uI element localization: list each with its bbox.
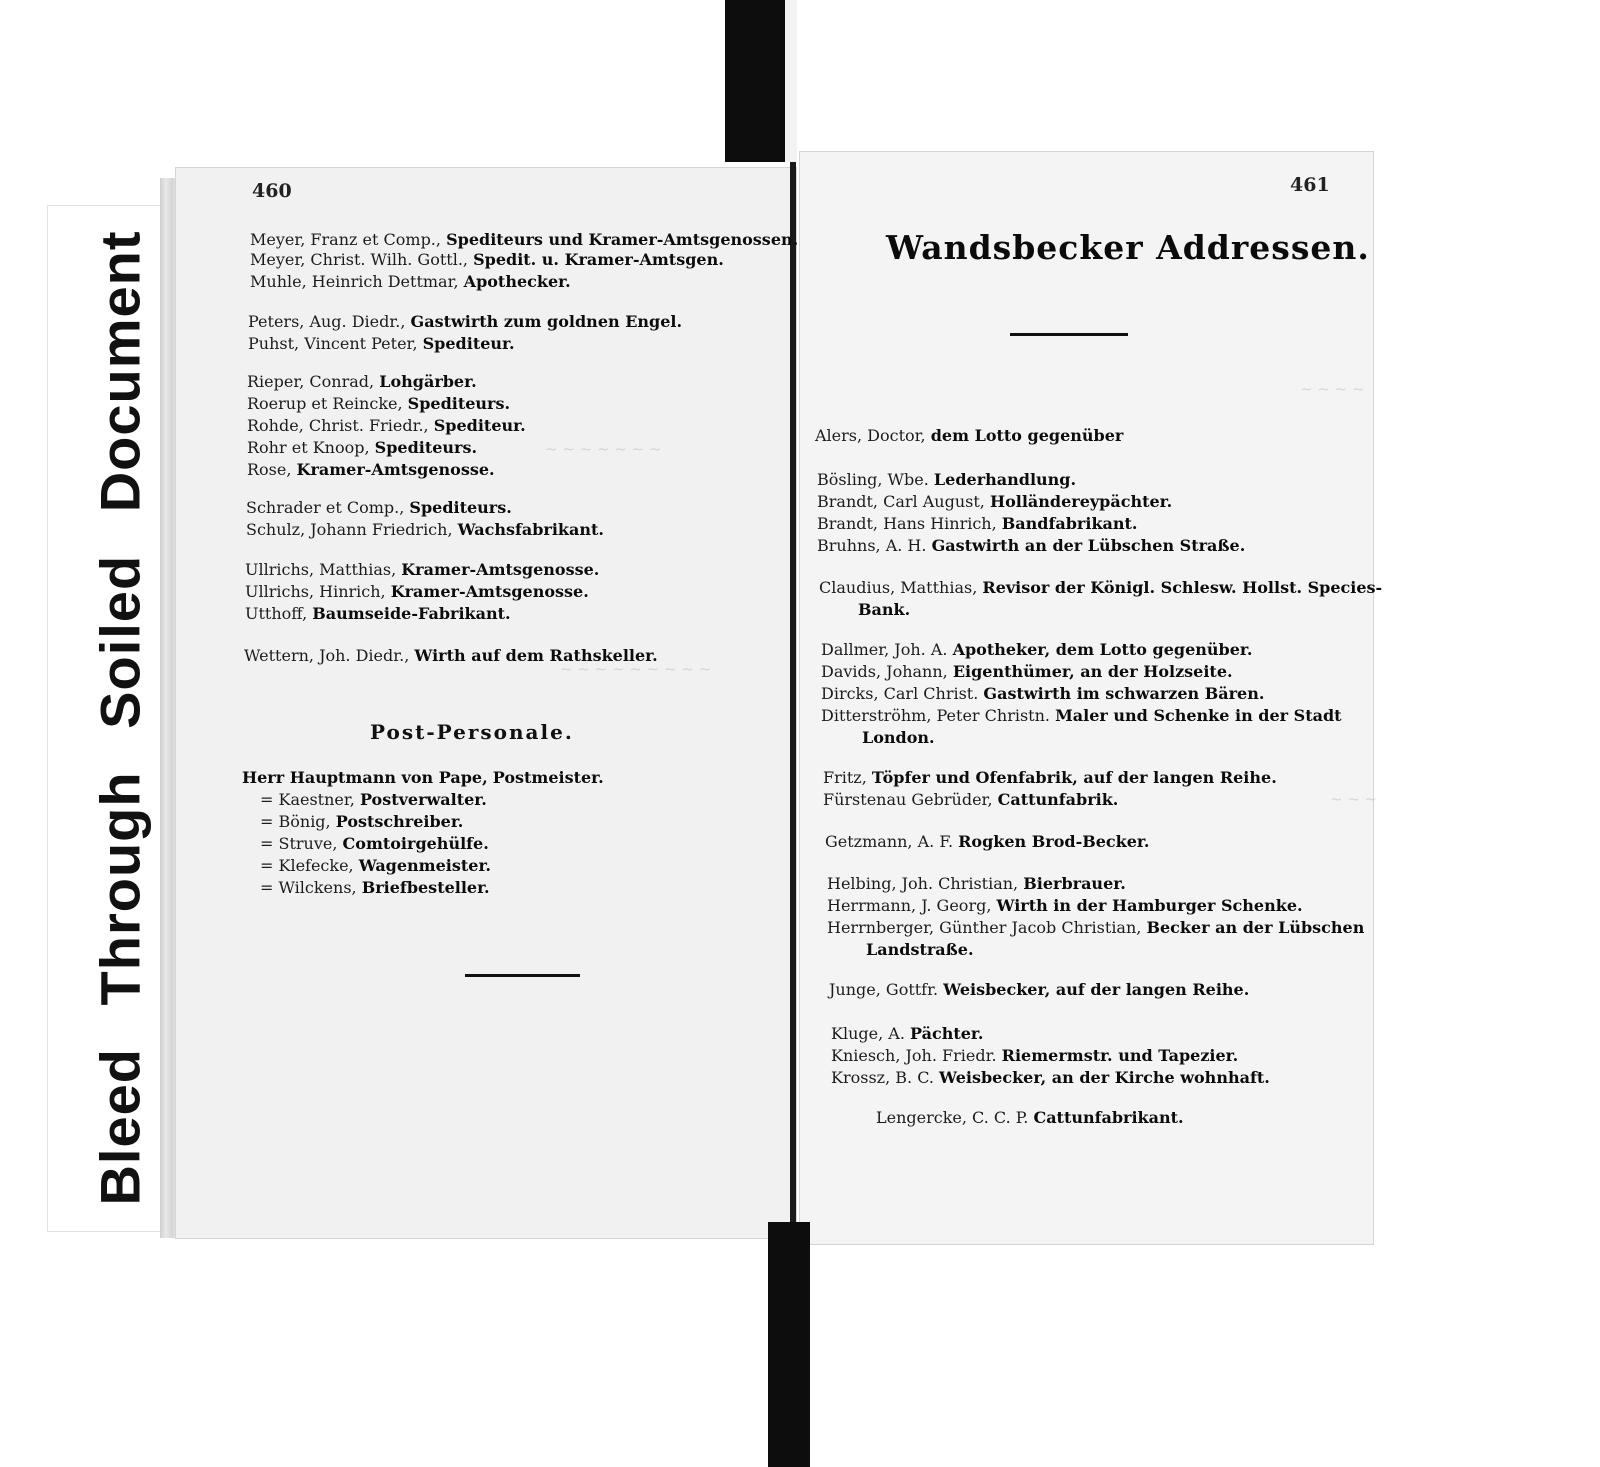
list-item: Ditterströhm, Peter Christn. Maler und Schenke in der Stadt (821, 706, 1342, 725)
list-item: Rohde, Christ. Friedr., Spediteur. (247, 416, 526, 435)
list-item: Ullrichs, Hinrich, Kramer-Amtsgenosse. (245, 582, 589, 601)
list-item: Bank. (858, 600, 911, 619)
list-item: Bruhns, A. H. Gastwirth an der Lübschen Straße. (817, 536, 1246, 555)
list-item: Roerup et Reincke, Spediteurs. (247, 394, 511, 413)
list-item: Helbing, Joh. Christian, Bierbrauer. (827, 874, 1126, 893)
list-item: London. (862, 728, 935, 747)
list-item: Kniesch, Joh. Friedr. Riemermstr. und Tapezier. (831, 1046, 1239, 1065)
list-item: Peters, Aug. Diedr., Gastwirth zum goldnen Engel. (248, 312, 683, 331)
list-item: Utthoff, Baumseide-Fabrikant. (245, 604, 511, 623)
list-item: Schulz, Johann Friedrich, Wachsfabrikant. (246, 520, 604, 539)
list-item: = Struve, Comtoirgehülfe. (260, 834, 489, 853)
binding-top (725, 0, 785, 162)
list-item: Bösling, Wbe. Lederhandlung. (817, 470, 1077, 489)
divider (1010, 333, 1128, 336)
bleed-through-mark: ~ ~ ~ ~ ~ ~ ~ ~ ~ (560, 660, 712, 678)
list-item: Fritz, Töpfer und Ofenfabrik, auf der langen Reihe. (823, 768, 1277, 787)
binding-bottom (768, 1222, 810, 1467)
list-item: Davids, Johann, Eigenthümer, an der Holzseite. (821, 662, 1233, 681)
list-item: = Klefecke, Wagenmeister. (260, 856, 491, 875)
list-item: = Kaestner, Postverwalter. (260, 790, 487, 809)
right-page-number: 461 (1290, 174, 1330, 196)
list-item: Meyer, Christ. Wilh. Gottl., Spedit. u. Kramer-Amtsgen. (250, 250, 724, 269)
list-item: Getzmann, A. F. Rogken Brod-Becker. (825, 832, 1150, 851)
list-item: Ullrichs, Matthias, Kramer-Amtsgenosse. (245, 560, 600, 579)
list-item: Rose, Kramer-Amtsgenosse. (247, 460, 495, 479)
list-item: Herrmann, J. Georg, Wirth in der Hamburger Schenke. (827, 896, 1303, 915)
binding-top-strip (785, 0, 797, 162)
list-item: = Bönig, Postschreiber. (260, 812, 464, 831)
list-item: Schrader et Comp., Spediteurs. (246, 498, 512, 517)
list-item: Muhle, Heinrich Dettmar, Apothecker. (250, 272, 571, 291)
list-item: Herr Hauptmann von Pape, Postmeister. (242, 768, 604, 787)
list-item: Landstraße. (866, 940, 974, 959)
list-item: Wettern, Joh. Diedr., Wirth auf dem Rathskeller. (244, 646, 658, 665)
bleed-through-mark: ~ ~ ~ ~ ~ ~ ~ (545, 440, 662, 458)
list-item: = Wilckens, Briefbesteller. (260, 878, 490, 897)
list-item: Rohr et Knoop, Spediteurs. (247, 438, 478, 457)
list-item: Kluge, A. Pächter. (831, 1024, 984, 1043)
list-item: Dircks, Carl Christ. Gastwirth im schwarzen Bären. (821, 684, 1265, 703)
list-item: Herrnberger, Günther Jacob Christian, Becker an der Lübschen (827, 918, 1365, 937)
list-item: Dallmer, Joh. A. Apotheker, dem Lotto gegenüber. (821, 640, 1253, 659)
list-item: Rieper, Conrad, Lohgärber. (247, 372, 477, 391)
list-item: Puhst, Vincent Peter, Spediteur. (248, 334, 515, 353)
left-page-number: 460 (252, 180, 292, 202)
list-item: Brandt, Carl August, Holländereypächter. (817, 492, 1173, 511)
binding-gutter (790, 162, 796, 1222)
list-item: Claudius, Matthias, Revisor der Königl. Schlesw. Hollst. Species- (819, 578, 1383, 597)
list-item: Alers, Doctor, dem Lotto gegenüber (815, 426, 1124, 445)
list-item: Junge, Gottfr. Weisbecker, auf der langen Reihe. (829, 980, 1250, 999)
section-title: Post-Personale. (370, 720, 574, 744)
list-item: Meyer, Franz et Comp., Spediteurs und Kramer-Amtsgenossen. (250, 230, 799, 249)
divider (465, 974, 580, 977)
list-item: Krossz, B. C. Weisbecker, an der Kirche wohnhaft. (831, 1068, 1270, 1087)
list-item: Brandt, Hans Hinrich, Bandfabrikant. (817, 514, 1138, 533)
bleed-through-mark: ~ ~ ~ ~ (1300, 380, 1365, 398)
list-item: Fürstenau Gebrüder, Cattunfabrik. (823, 790, 1119, 809)
list-item: Lengercke, C. C. P. Cattunfabrikant. (876, 1108, 1184, 1127)
page-title: Wandsbecker Addressen. (886, 228, 1370, 267)
bleed-through-mark: ~ ~ ~ (1330, 790, 1378, 808)
side-label-text: Bleed Through Soiled Document (88, 230, 152, 1206)
